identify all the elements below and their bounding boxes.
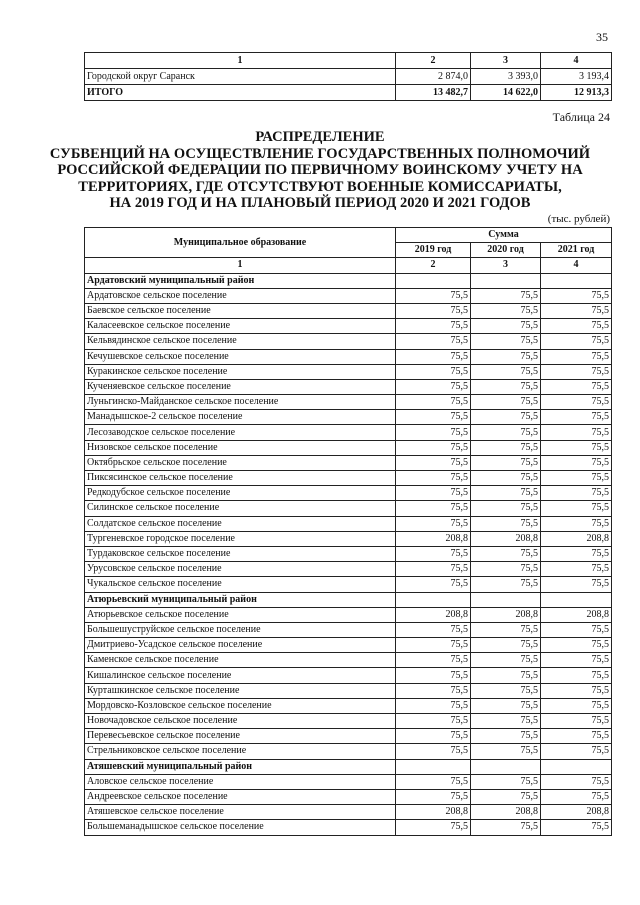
amount-cell: 75,5: [471, 455, 541, 470]
amount-cell: 75,5: [471, 683, 541, 698]
table-row: [85, 395, 612, 410]
settlement-name: Турдаковское сельское поселение: [85, 546, 396, 561]
amount-cell: 75,5: [541, 562, 612, 577]
settlement-name: Перевесьевское сельское поселение: [85, 729, 396, 744]
amount-cell: [471, 273, 541, 288]
amount-cell: 75,5: [471, 288, 541, 303]
col-number: 1: [85, 53, 396, 69]
table-row: [85, 714, 612, 729]
settlement-name: Андреевское сельское поселение: [85, 789, 396, 804]
amount-cell: 75,5: [396, 440, 471, 455]
table-row: [85, 303, 612, 318]
amount-cell: 75,5: [471, 789, 541, 804]
amount-cell: 75,5: [541, 653, 612, 668]
row-value: 13 482,7: [396, 85, 471, 101]
amount-cell: 75,5: [541, 440, 612, 455]
table-row: [85, 820, 612, 835]
row-value: 3 393,0: [471, 69, 541, 85]
amount-cell: 75,5: [396, 638, 471, 653]
table-row: [85, 349, 612, 364]
amount-cell: 75,5: [471, 638, 541, 653]
settlement-name: Мордовско-Козловское сельское поселение: [85, 698, 396, 713]
sum-header: Сумма: [396, 228, 612, 243]
amount-cell: 75,5: [396, 698, 471, 713]
settlement-name: Курташкинское сельское поселение: [85, 683, 396, 698]
amount-cell: [396, 759, 471, 774]
settlement-name: Аловское сельское поселение: [85, 774, 396, 789]
amount-cell: 75,5: [396, 471, 471, 486]
continued-table: [84, 52, 612, 101]
table-row: [85, 668, 612, 683]
amount-cell: 208,8: [541, 531, 612, 546]
amount-cell: 75,5: [471, 546, 541, 561]
table-row: [85, 486, 612, 501]
settlement-name: Октябрьское сельское поселение: [85, 455, 396, 470]
table-row: [85, 334, 612, 349]
amount-cell: [471, 759, 541, 774]
amount-cell: 75,5: [471, 471, 541, 486]
year-2020-header: 2020 год: [471, 243, 541, 258]
amount-cell: 208,8: [396, 805, 471, 820]
amount-cell: 208,8: [471, 607, 541, 622]
table-row: [85, 319, 612, 334]
amount-cell: [541, 759, 612, 774]
col-number: 4: [541, 53, 612, 69]
col-number: 4: [541, 258, 612, 273]
title-line: РОССИЙСКОЙ ФЕДЕРАЦИИ ПО ПЕРВИЧНОМУ ВОИНСКОМУ УЧЕТУ НА: [57, 162, 583, 178]
amount-cell: 75,5: [396, 714, 471, 729]
amount-cell: 75,5: [541, 455, 612, 470]
amount-cell: 75,5: [541, 668, 612, 683]
settlement-name: Манадышское-2 сельское поселение: [85, 410, 396, 425]
amount-cell: 75,5: [396, 349, 471, 364]
row-value: 14 622,0: [471, 85, 541, 101]
table-row: [85, 744, 612, 759]
page-number: 35: [596, 30, 608, 44]
amount-cell: 75,5: [471, 562, 541, 577]
table-row: [85, 653, 612, 668]
settlement-name: Кельвядинское сельское поселение: [85, 334, 396, 349]
amount-cell: 75,5: [541, 774, 612, 789]
title-line: СУБВЕНЦИЙ НА ОСУЩЕСТВЛЕНИЕ ГОСУДАРСТВЕННЫХ ПОЛНОМОЧИЙ: [49, 145, 591, 162]
settlement-name: Силинское сельское поселение: [85, 501, 396, 516]
amount-cell: 75,5: [541, 729, 612, 744]
amount-cell: 75,5: [541, 501, 612, 516]
table-row: [85, 531, 612, 546]
settlement-name: Большешуструйское сельское поселение: [85, 622, 396, 637]
table-row: [85, 638, 612, 653]
amount-cell: 75,5: [471, 516, 541, 531]
amount-cell: 75,5: [471, 334, 541, 349]
table-row: [85, 805, 612, 820]
year-2021-header: 2021 год: [541, 243, 612, 258]
amount-cell: 75,5: [541, 698, 612, 713]
table-row: [85, 546, 612, 561]
table-row: [85, 471, 612, 486]
amount-cell: 75,5: [541, 471, 612, 486]
amount-cell: 75,5: [396, 577, 471, 592]
amount-cell: 75,5: [541, 744, 612, 759]
amount-cell: 75,5: [396, 546, 471, 561]
row-name: ИТОГО: [85, 85, 396, 101]
settlement-name: Луньгинско-Майданское сельское поселение: [85, 395, 396, 410]
amount-cell: 208,8: [541, 805, 612, 820]
row-value: 2 874,0: [396, 69, 471, 85]
settlement-name: Солдатское сельское поселение: [85, 516, 396, 531]
settlement-name: Кишалинское сельское поселение: [85, 668, 396, 683]
table-row: [85, 577, 612, 592]
settlement-name: Баевское сельское поселение: [85, 303, 396, 318]
settlement-name: Кученяевское сельское поселение: [85, 379, 396, 394]
amount-cell: 75,5: [396, 303, 471, 318]
col-number: 2: [396, 258, 471, 273]
amount-cell: 75,5: [396, 668, 471, 683]
amount-cell: 75,5: [471, 653, 541, 668]
amount-cell: 75,5: [396, 410, 471, 425]
amount-cell: 75,5: [396, 395, 471, 410]
amount-cell: 75,5: [541, 334, 612, 349]
settlement-name: Тургеневское городское поселение: [85, 531, 396, 546]
table-row: [85, 683, 612, 698]
column-numbers-row: [85, 53, 612, 69]
table-row: [85, 562, 612, 577]
col-number: 3: [471, 258, 541, 273]
amount-cell: 208,8: [471, 531, 541, 546]
total-row: [85, 85, 612, 101]
table-row: [85, 729, 612, 744]
table-row: [85, 379, 612, 394]
amount-cell: [541, 592, 612, 607]
amount-cell: 75,5: [471, 440, 541, 455]
table-row: [85, 410, 612, 425]
amount-cell: 75,5: [471, 410, 541, 425]
amount-cell: 75,5: [471, 714, 541, 729]
amount-cell: 75,5: [396, 820, 471, 835]
amount-cell: 75,5: [471, 486, 541, 501]
amount-cell: 208,8: [396, 531, 471, 546]
amount-cell: 75,5: [471, 425, 541, 440]
settlement-name: Куракинское сельское поселение: [85, 364, 396, 379]
amount-cell: 75,5: [471, 349, 541, 364]
amount-cell: 75,5: [396, 334, 471, 349]
table-row: [85, 425, 612, 440]
amount-cell: 208,8: [396, 607, 471, 622]
table-row: [85, 364, 612, 379]
amount-cell: 75,5: [541, 577, 612, 592]
settlement-name: Каменское сельское поселение: [85, 653, 396, 668]
document-title: [0, 129, 640, 212]
settlement-name: Дмитриево-Усадское сельское поселение: [85, 638, 396, 653]
amount-cell: 75,5: [396, 683, 471, 698]
amount-cell: 75,5: [396, 744, 471, 759]
table-row: [85, 455, 612, 470]
municipality-header: Муниципальное образование: [85, 228, 396, 258]
settlement-name: Каласеевское сельское поселение: [85, 319, 396, 334]
amount-cell: 75,5: [396, 729, 471, 744]
amount-cell: 75,5: [541, 410, 612, 425]
amount-cell: 75,5: [541, 638, 612, 653]
settlement-name: Новочадовское сельское поселение: [85, 714, 396, 729]
table-row: [85, 607, 612, 622]
amount-cell: 208,8: [471, 805, 541, 820]
amount-cell: 75,5: [541, 303, 612, 318]
units-note: (тыс. рублей): [547, 213, 610, 225]
amount-cell: 75,5: [471, 698, 541, 713]
amount-cell: 75,5: [471, 577, 541, 592]
amount-cell: 75,5: [541, 288, 612, 303]
amount-cell: 75,5: [471, 395, 541, 410]
amount-cell: 75,5: [471, 379, 541, 394]
table-row: [85, 698, 612, 713]
settlement-name: Урусовское сельское поселение: [85, 562, 396, 577]
row-name: Городской округ Саранск: [85, 69, 396, 85]
settlement-name: Ардатовское сельское поселение: [85, 288, 396, 303]
settlement-name: Атяшевское сельское поселение: [85, 805, 396, 820]
amount-cell: 75,5: [541, 379, 612, 394]
amount-cell: 75,5: [471, 729, 541, 744]
column-numbers-row: [85, 258, 612, 273]
amount-cell: 75,5: [541, 349, 612, 364]
col-number: 2: [396, 53, 471, 69]
amount-cell: 75,5: [396, 379, 471, 394]
amount-cell: 75,5: [541, 683, 612, 698]
amount-cell: 75,5: [471, 744, 541, 759]
amount-cell: 75,5: [396, 455, 471, 470]
amount-cell: 75,5: [471, 319, 541, 334]
amount-cell: [471, 592, 541, 607]
col-number: 1: [85, 258, 396, 273]
settlement-name: Лесозаводское сельское поселение: [85, 425, 396, 440]
amount-cell: 75,5: [396, 774, 471, 789]
amount-cell: 75,5: [471, 303, 541, 318]
district-row: [85, 759, 612, 774]
amount-cell: 75,5: [396, 789, 471, 804]
amount-cell: 75,5: [396, 288, 471, 303]
amount-cell: 75,5: [396, 486, 471, 501]
row-value: 3 193,4: [541, 69, 612, 85]
settlement-name: Атюрьевское сельское поселение: [85, 607, 396, 622]
subventions-table: [84, 227, 612, 836]
district-name: Ардатовский муниципальный район: [85, 273, 396, 288]
table-row: [85, 622, 612, 637]
amount-cell: 75,5: [541, 820, 612, 835]
amount-cell: 75,5: [396, 562, 471, 577]
col-number: 3: [471, 53, 541, 69]
amount-cell: 75,5: [396, 319, 471, 334]
title-line: РАСПРЕДЕЛЕНИЕ: [255, 129, 385, 145]
amount-cell: 75,5: [396, 653, 471, 668]
settlement-name: Редкодубское сельское поселение: [85, 486, 396, 501]
amount-cell: 75,5: [471, 364, 541, 379]
title-line: НА 2019 ГОД И НА ПЛАНОВЫЙ ПЕРИОД 2020 И 2021 ГОДОВ: [109, 195, 531, 211]
year-2019-header: 2019 год: [396, 243, 471, 258]
amount-cell: 75,5: [471, 622, 541, 637]
settlement-name: Чукальское сельское поселение: [85, 577, 396, 592]
table-row: [85, 440, 612, 455]
settlement-name: Пиксясинское сельское поселение: [85, 471, 396, 486]
amount-cell: 75,5: [541, 425, 612, 440]
amount-cell: [396, 592, 471, 607]
district-row: [85, 273, 612, 288]
amount-cell: 75,5: [396, 622, 471, 637]
district-row: [85, 592, 612, 607]
table-row: [85, 774, 612, 789]
table-label: Таблица 24: [552, 110, 610, 124]
header-row: [85, 228, 612, 243]
amount-cell: 75,5: [471, 820, 541, 835]
district-name: Атюрьевский муниципальный район: [85, 592, 396, 607]
table-row: [85, 516, 612, 531]
title-line: ТЕРРИТОРИЯХ, ГДЕ ОТСУТСТВУЮТ ВОЕННЫЕ КОМИССАРИАТЫ,: [78, 178, 562, 195]
table-row: [85, 69, 612, 85]
row-value: 12 913,3: [541, 85, 612, 101]
amount-cell: [396, 273, 471, 288]
settlement-name: Стрельниковское сельское поселение: [85, 744, 396, 759]
amount-cell: 75,5: [471, 501, 541, 516]
amount-cell: 75,5: [541, 789, 612, 804]
table-row: [85, 288, 612, 303]
amount-cell: 75,5: [396, 501, 471, 516]
amount-cell: 75,5: [471, 774, 541, 789]
amount-cell: 75,5: [396, 516, 471, 531]
amount-cell: 208,8: [541, 607, 612, 622]
amount-cell: [541, 273, 612, 288]
table-row: [85, 789, 612, 804]
settlement-name: Большеманадышское сельское поселение: [85, 820, 396, 835]
settlement-name: Кечушевское сельское поселение: [85, 349, 396, 364]
amount-cell: 75,5: [541, 364, 612, 379]
amount-cell: 75,5: [541, 319, 612, 334]
amount-cell: 75,5: [541, 516, 612, 531]
amount-cell: 75,5: [541, 486, 612, 501]
table-row: [85, 501, 612, 516]
amount-cell: 75,5: [396, 364, 471, 379]
amount-cell: 75,5: [541, 622, 612, 637]
amount-cell: 75,5: [541, 714, 612, 729]
amount-cell: 75,5: [471, 668, 541, 683]
amount-cell: 75,5: [541, 546, 612, 561]
amount-cell: 75,5: [541, 395, 612, 410]
settlement-name: Низовское сельское поселение: [85, 440, 396, 455]
district-name: Атяшевский муниципальный район: [85, 759, 396, 774]
amount-cell: 75,5: [396, 425, 471, 440]
